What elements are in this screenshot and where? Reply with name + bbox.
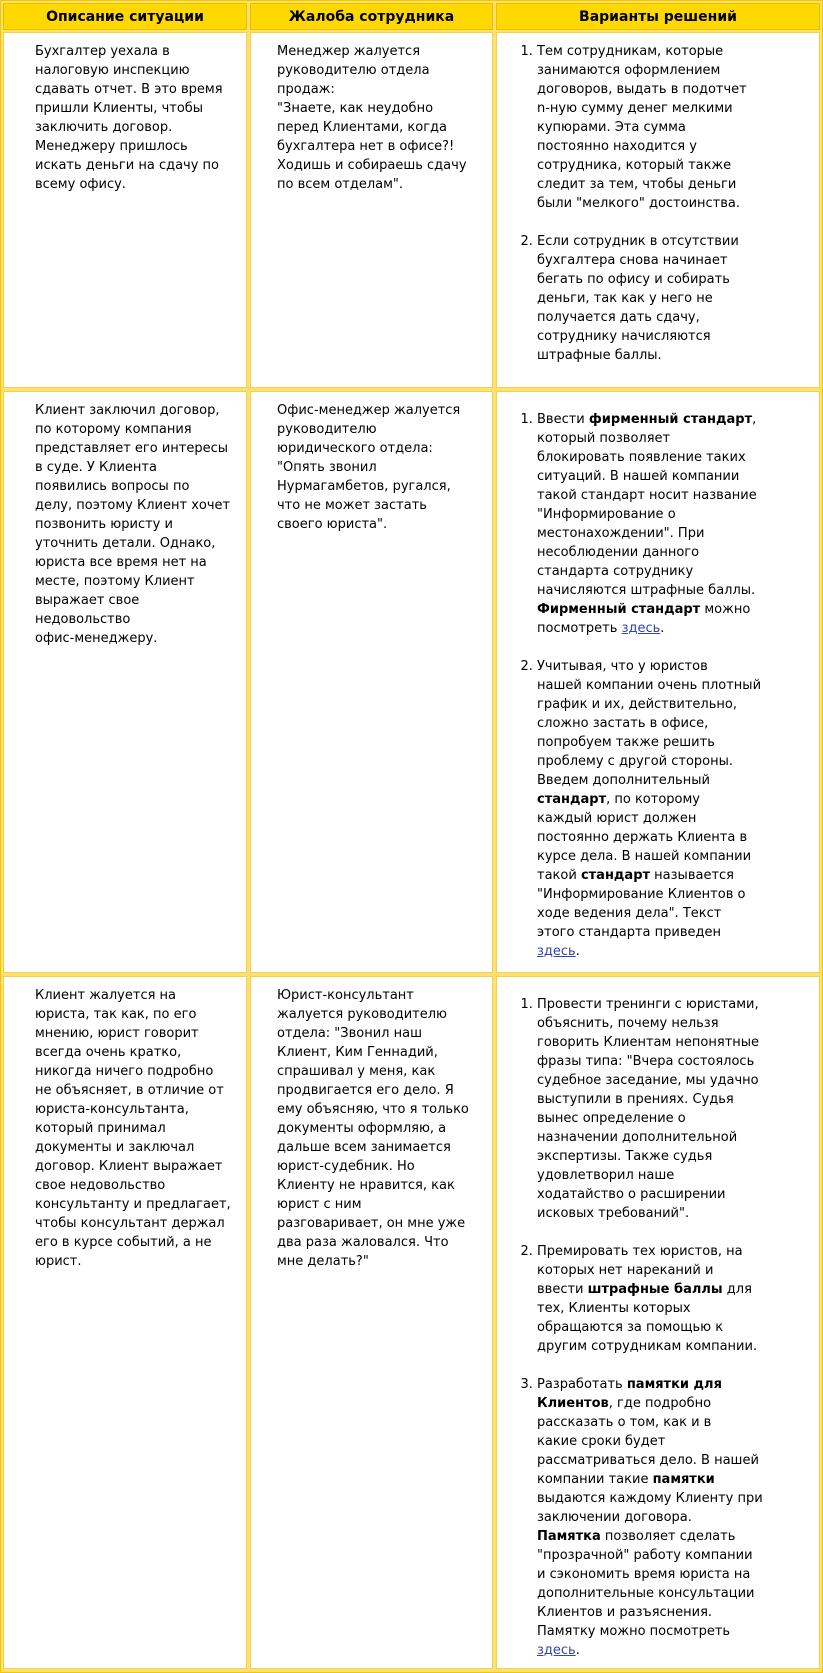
bold-term: Памятка <box>537 1529 601 1544</box>
header-situation <box>3 3 247 30</box>
solution-item <box>537 1375 819 1660</box>
solution-item <box>537 410 819 638</box>
solution-item <box>537 995 819 1223</box>
solution-text: можно посмотреть <box>537 602 751 636</box>
solution-text: Тем сотрудникам, которые занимаются оформлением договоров, выдать в подотчет n-ную сумму денег мелкими купюрами. Эта сумма постоянно находится у сотрудника, который также следит за тем, чтобы деньги были "мелкого" достоинства. <box>537 44 747 211</box>
solution-text: Учитывая, что у юристов нашей компании очень плотный график и их, действительно, сложно застать в офисе, попробуем также решить проблему с другой стороны. Введем дополнительный <box>537 659 762 788</box>
solution-text: Разработать <box>537 1377 627 1392</box>
complaint-cell <box>250 976 493 1669</box>
complaint-cell <box>250 391 493 973</box>
details-link[interactable]: здесь <box>537 944 576 959</box>
solution-text: . <box>575 944 580 959</box>
header-complaint-label: Жалоба сотрудника <box>288 9 455 25</box>
header-complaint <box>250 3 493 30</box>
details-link[interactable]: здесь <box>621 621 661 636</box>
solution-text: Если сотрудник в отсутствии бухгалтера снова начинает бегать по офису и собирать деньги, так как у него не получается дать сдачу, сотруднику начисляются штрафные баллы. <box>537 234 739 363</box>
solution-text: выдаются каждому Клиенту при заключении договора. <box>537 1491 763 1525</box>
bold-term: Фирменный стандарт <box>537 602 701 617</box>
solution-text: . <box>660 621 665 636</box>
solution-text: . <box>575 1643 580 1658</box>
solution-text: для тех, Клиенты которых обращаются за помощью к другим сотрудникам компании. <box>537 1282 758 1354</box>
solution-text: Ввести <box>537 412 589 427</box>
bold-term: стандарт <box>537 792 607 807</box>
bold-term: памятки <box>652 1472 715 1487</box>
details-link[interactable]: здесь <box>537 1643 576 1658</box>
solutions-list <box>497 410 819 961</box>
bold-term: памятки для Клиентов <box>537 1377 722 1411</box>
situation-text: Клиент заключил договор, по которому компания представляет его интересы в суде. У Клиента появились вопросы по делу, поэтому Клиент хочет позвонить юристу и уточнить детали. Однако, юриста все время нет на месте, поэтому Клиент выражает свое недовольство офис-менеджеру. <box>35 403 231 646</box>
situation-cell <box>3 32 247 388</box>
solutions-list <box>497 42 819 365</box>
complaint-cell <box>250 32 493 388</box>
solution-text: Премировать тех юристов, на которых нет нареканий и ввести <box>537 1244 743 1297</box>
situation-cell <box>3 391 247 973</box>
solution-item <box>537 232 819 365</box>
header-situation-label: Описание ситуации <box>46 9 204 25</box>
complaint-text: Юрист-консультант жалуется руководителю отдела: "Звонил наш Клиент, Ким Геннадий, спрашивал у меня, как продвигается его дело. Я ему объясняю, что я только документы оформляю, а дальше всем занимается юрист-судебник. Но Клиенту не нравится, как юрист с ним разговаривает, он мне уже два раза жаловался. Что мне делать?" <box>277 988 469 1269</box>
solutions-cell <box>496 976 820 1669</box>
header-solutions-label: Варианты решений <box>579 9 737 25</box>
solution-item <box>537 42 819 213</box>
solution-item <box>537 1242 819 1356</box>
complaint-text: Офис-менеджер жалуется руководителю юридического отдела: "Опять звонил Нурмагамбетов, ругался, что не может застать своего юриста". <box>277 403 461 532</box>
situation-text: Бухгалтер уехала в налоговую инспекцию сдавать отчет. В это время пришли Клиенты, чтобы заключить договор. Менеджеру пришлось искать деньги на сдачу по всему офису. <box>35 44 223 192</box>
solution-text: , который позволяет блокировать появление таких ситуаций. В нашей компании такой стандарт носит название "Информирование о местонахождении". При несоблюдении данного стандарта сотруднику начисляются штрафные баллы. <box>537 412 757 598</box>
solution-text: позволяет сделать "прозрачной" работу компании и сэкономить время юриста на дополнительные консультации Клиентов и разъяснения. Памятку можно посмотреть <box>537 1529 755 1639</box>
solution-text: , где подробно рассказать о том, как и в какие сроки будет рассматриваться дело. В нашей компании такие <box>537 1396 759 1487</box>
solution-text: Провести тренинги с юристами, объяснить, почему нельзя говорить Клиентам непонятные фразы типа: "Вчера состоялось судебное заседание, мы удачно выступили в прениях. Судья вынес определение о назначении дополнительной экспертизы. Также судья удовлетворил наше ходатайство о расширении исковых требований". <box>537 997 760 1221</box>
solution-text: , по которому каждый юрист должен постоянно держать Клиента в курсе дела. В нашей компании такой <box>537 792 752 883</box>
header-solutions <box>496 3 820 30</box>
solutions-cell <box>496 32 820 388</box>
complaint-text: Менеджер жалуется руководителю отдела продаж: "Знаете, как неудобно перед Клиентами, когда бухгалтера нет в офисе?! Ходишь и собираешь сдачу по всем отделам". <box>277 44 467 192</box>
bold-term: штрафные баллы <box>587 1282 723 1297</box>
bold-term: фирменный стандарт <box>588 412 753 427</box>
solution-item <box>537 657 819 961</box>
solution-text: называется "Информирование Клиентов о ходе ведения дела". Текст этого стандарта приведен <box>537 868 746 940</box>
situation-text: Клиент жалуется на юриста, так как, по его мнению, юрист говорит всегда очень кратко, никогда ничего подробно не объясняет, в отличие от юриста-консультанта, который принимал документы и заключал договор. Клиент выражает свое недовольство консультанту и предлагает, чтобы консультант держал его в курсе событий, а не юрист. <box>35 988 231 1269</box>
solutions-cell <box>496 391 820 973</box>
solutions-list <box>497 995 819 1660</box>
bold-term: стандарт <box>580 868 651 883</box>
situation-cell <box>3 976 247 1669</box>
